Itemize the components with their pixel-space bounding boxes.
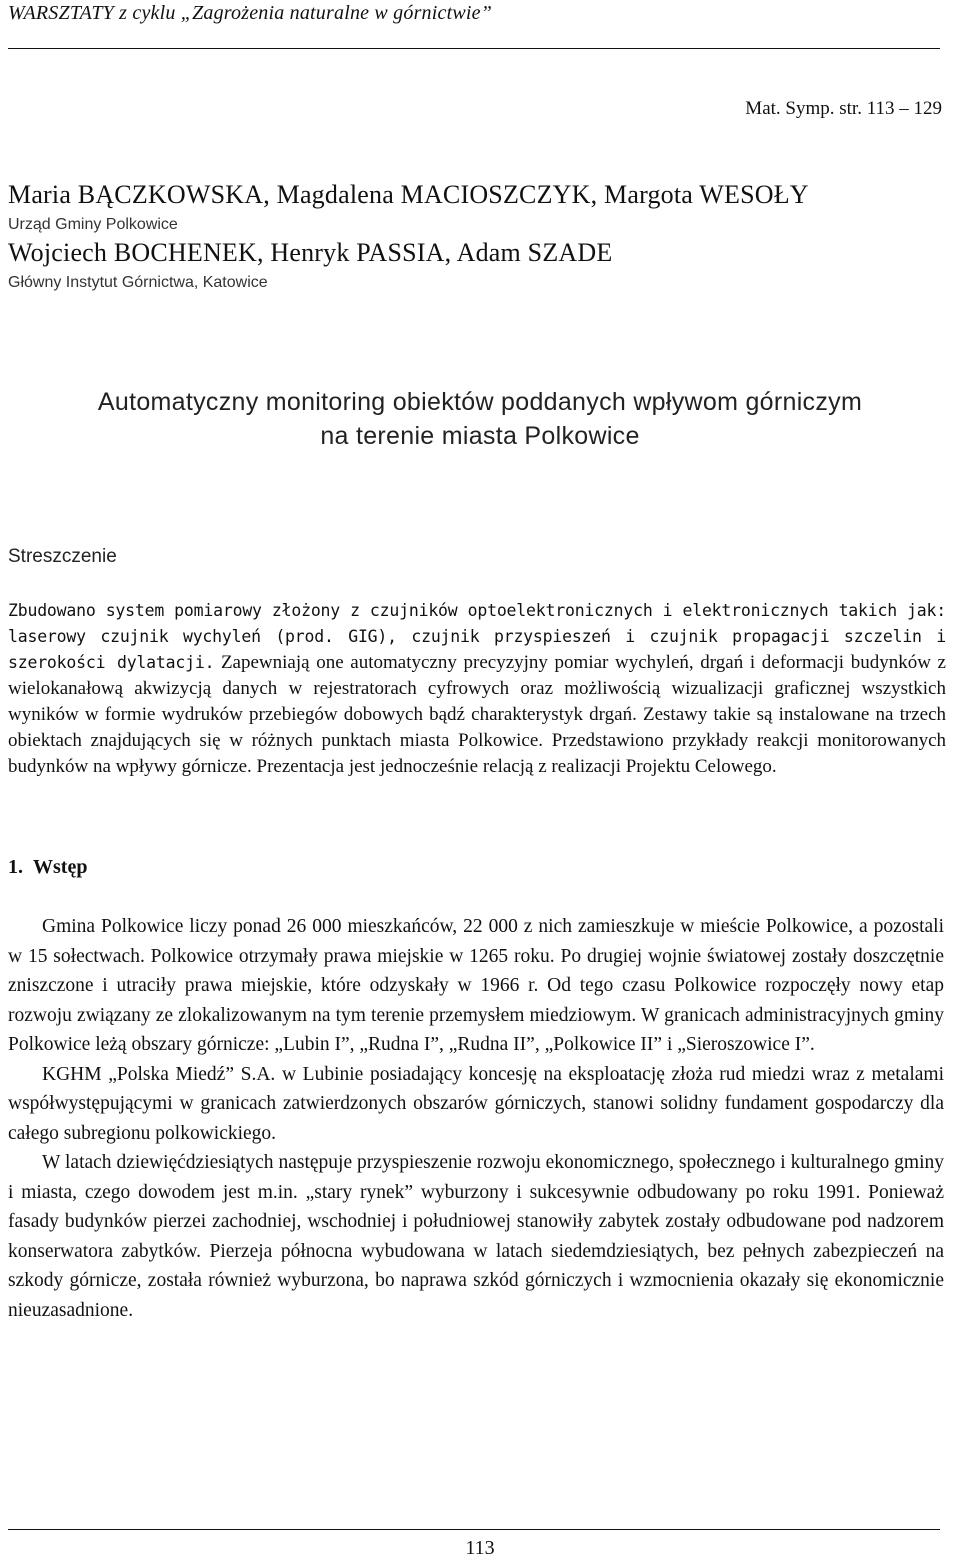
section-body [8, 912, 944, 1325]
paragraph: Gmina Polkowice liczy ponad 26 000 mieszkańców, 22 000 z nich zamieszkuje w mieście Polkowice, a pozostali w 15 sołectwach. Polkowice otrzymały prawa miejskie w 1265 roku. Po drugiej wojnie światowej zostały doszczętnie zniszczone i utraciły prawa miejskie, które odzyskały w 1966 r. Od tego czasu Polkowice rozpoczęły nowy etap rozwoju związany ze zlokalizowanym na tym terenie przemysłem miedziowym. W granicach administracyjnych gminy Polkowice leżą obszary górnicze: „Lubin I”, „Rudna I”, „Rudna II”, „Polkowice II” i „Sieroszowice I”. [8, 916, 944, 1055]
paragraph: KGHM „Polska Miedź” S.A. w Lubinie posiadający koncesję na eksploatację złoża rud miedzi wraz z metalami współwystępującymi w granicach zatwierdzonych obszarów górniczych, stanowi solidny fundament gospodarczy dla całego subregionu polkowickiego. [8, 1063, 944, 1144]
page-number: 113 [465, 1537, 495, 1559]
abstract-heading: Streszczenie [8, 546, 117, 567]
series-header: WARSZTATY z cyklu „Zagrożenia naturalne w górnictwie” [8, 2, 493, 24]
author-group-1-affiliation: Urząd Gminy Polkowice [8, 216, 178, 233]
paper-title-line-2: na terenie miasta Polkowice [320, 422, 640, 450]
abstract-text: Zapewniają one automatyczny precyzyjny pomiar wychyleń, drgań i deformacji budynków z wielokanałową akwizycją danych w rejestratorach cyfrowych oraz możliwością wizualizacji graficznej wszystkich wyników w formie wydruków przebiegów dobowych bądź charakterystyk drgań. Zestawy takie są instalowane na trzech obiektach znajdujących się w różnych punktach miasta Polkowice. Przedstawiono przykłady reakcji monitorowanych budynków na wpływy górnicze. Prezentacja jest jednocześnie relacją z realizacji Projektu Celowego. [8, 652, 946, 777]
paragraph: W latach dziewięćdziesiątych następuje przyspieszenie rozwoju ekonomicznego, społecznego i kulturalnego gminy i miasta, czego dowodem jest m.in. „stary rynek” wyburzony i sukcesywnie odbudowany po roku 1991. Ponieważ fasady budynków pierzei zachodniej, wschodniej i południowej stanowiły zabytek zostały odbudowane pod nadzorem konserwatora zabytków. Pierzeja północna wybudowana w latach siedemdziesiątych, bez pełnych zabezpieczeń na szkody górnicze, została również wyburzona, bo naprawa szkód górniczych i wzmocnienia okazały się ekonomicznie nieuzasadnione. [8, 1152, 944, 1321]
abstract-body [8, 598, 946, 780]
section-heading [8, 856, 87, 879]
footer-rule [8, 1529, 940, 1530]
paper-title-line-1: Automatyczny monitoring obiektów poddanych wpływom górniczym [97, 388, 863, 416]
section-title: Wstęp [33, 856, 88, 878]
header-rule [8, 48, 940, 49]
abstract-text-mono: Zbudowano system pomiarowy złożony z czujników optoelektronicznych i elektronicznych takich jak: laserowy czujnik wychyleń (prod. GIG), czujnik przyspieszeń i czujnik propagacji szczelin i szerokości dylatacji. [8, 601, 946, 672]
symposium-reference: Mat. Symp. str. 113 – 129 [745, 98, 942, 119]
author-group-1-names: Maria BĄCZKOWSKA, Magdalena MACIOSZCZYK, Margota WESOŁY [8, 180, 809, 209]
author-group-2-names: Wojciech BOCHENEK, Henryk PASSIA, Adam SZADE [8, 238, 613, 267]
author-group-2-affiliation: Główny Instytut Górnictwa, Katowice [8, 274, 268, 291]
section-number: 1. [8, 856, 23, 878]
